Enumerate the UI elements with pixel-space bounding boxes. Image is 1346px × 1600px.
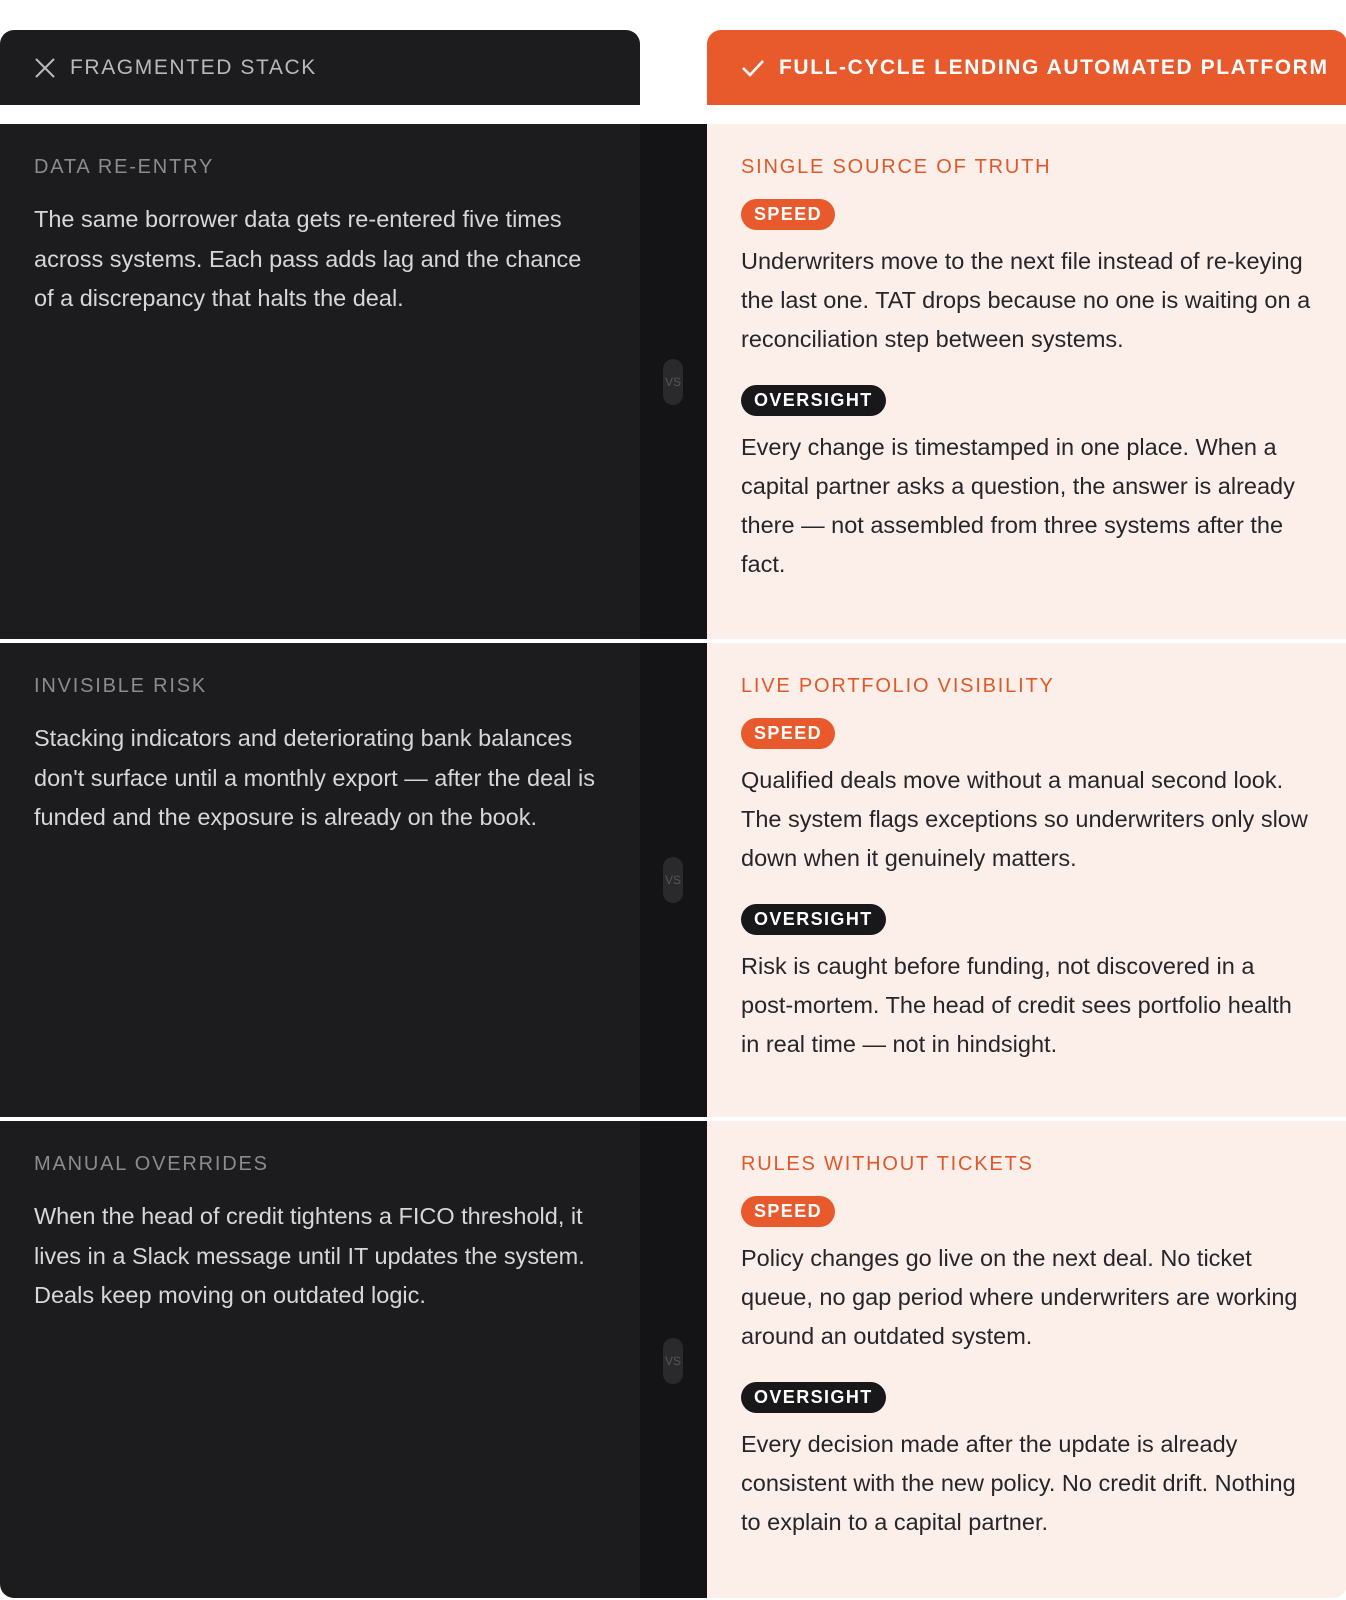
comparison-row-invisible-risk — [0, 643, 1346, 1117]
solution-title: SINGLE SOURCE OF TRUTH — [741, 156, 1052, 178]
vs-divider — [640, 1121, 707, 1598]
vs-badge: VS — [663, 359, 683, 405]
check-icon — [741, 58, 765, 78]
problem-cell — [0, 124, 640, 639]
problem-title: DATA RE-ENTRY — [34, 156, 215, 178]
x-icon — [34, 57, 56, 79]
oversight-description: Every change is timestamped in one place. When a capital partner asks a question, the answer is already there — not assembled from three systems after the fact. — [741, 434, 1295, 577]
oversight-description: Risk is caught before funding, not discovered in a post-mortem. The head of credit sees portfolio health in real time — not in hindsight. — [741, 953, 1292, 1057]
problem-description: Stacking indicators and deteriorating bank balances don't surface until a monthly export — after the deal is funded and the exposure is already on the book. — [34, 725, 595, 830]
problem-description: The same borrower data gets re-entered five times across systems. Each pass adds lag and the chance of a discrepancy that halts the deal. — [34, 206, 582, 311]
oversight-badge: OVERSIGHT — [741, 385, 886, 416]
platform-header — [707, 30, 1346, 105]
speed-description: Qualified deals move without a manual second look. The system flags exceptions so underwriters only slow down when it genuinely matters. — [741, 767, 1308, 871]
problem-description: When the head of credit tightens a FICO threshold, it lives in a Slack message until IT updates the system. Deals keep moving on outdated logic. — [34, 1203, 585, 1308]
speed-description: Underwriters move to the next file instead of re-keying the last one. TAT drops because no one is waiting on a reconciliation step between systems. — [741, 248, 1311, 352]
vs-badge: VS — [663, 1338, 683, 1384]
solution-cell — [707, 1121, 1346, 1598]
speed-badge: SPEED — [741, 1196, 835, 1227]
solution-cell — [707, 643, 1346, 1117]
vs-divider — [640, 643, 707, 1117]
fragmented-stack-header — [0, 30, 640, 105]
speed-badge: SPEED — [741, 718, 835, 749]
speed-badge: SPEED — [741, 199, 835, 230]
problem-title: INVISIBLE RISK — [34, 675, 208, 697]
fragmented-stack-label: FRAGMENTED STACK — [70, 55, 317, 79]
solution-title: RULES WITHOUT TICKETS — [741, 1153, 1034, 1175]
problem-cell — [0, 1121, 640, 1598]
problem-title: MANUAL OVERRIDES — [34, 1153, 269, 1175]
platform-label: FULL-CYCLE LENDING AUTOMATED PLATFORM — [779, 55, 1329, 79]
oversight-badge: OVERSIGHT — [741, 1382, 886, 1413]
oversight-badge: OVERSIGHT — [741, 904, 886, 935]
oversight-description: Every decision made after the update is already consistent with the new policy. No credit drift. Nothing to explain to a capital partner. — [741, 1431, 1296, 1535]
comparison-row-data-re-entry — [0, 124, 1346, 639]
solution-cell — [707, 124, 1346, 639]
vs-badge: VS — [663, 857, 683, 903]
comparison-row-manual-overrides — [0, 1121, 1346, 1600]
solution-title: LIVE PORTFOLIO VISIBILITY — [741, 675, 1055, 697]
speed-description: Policy changes go live on the next deal. No ticket queue, no gap period where underwriters are working around an outdated system. — [741, 1245, 1298, 1349]
problem-cell — [0, 643, 640, 1117]
vs-divider — [640, 124, 707, 639]
